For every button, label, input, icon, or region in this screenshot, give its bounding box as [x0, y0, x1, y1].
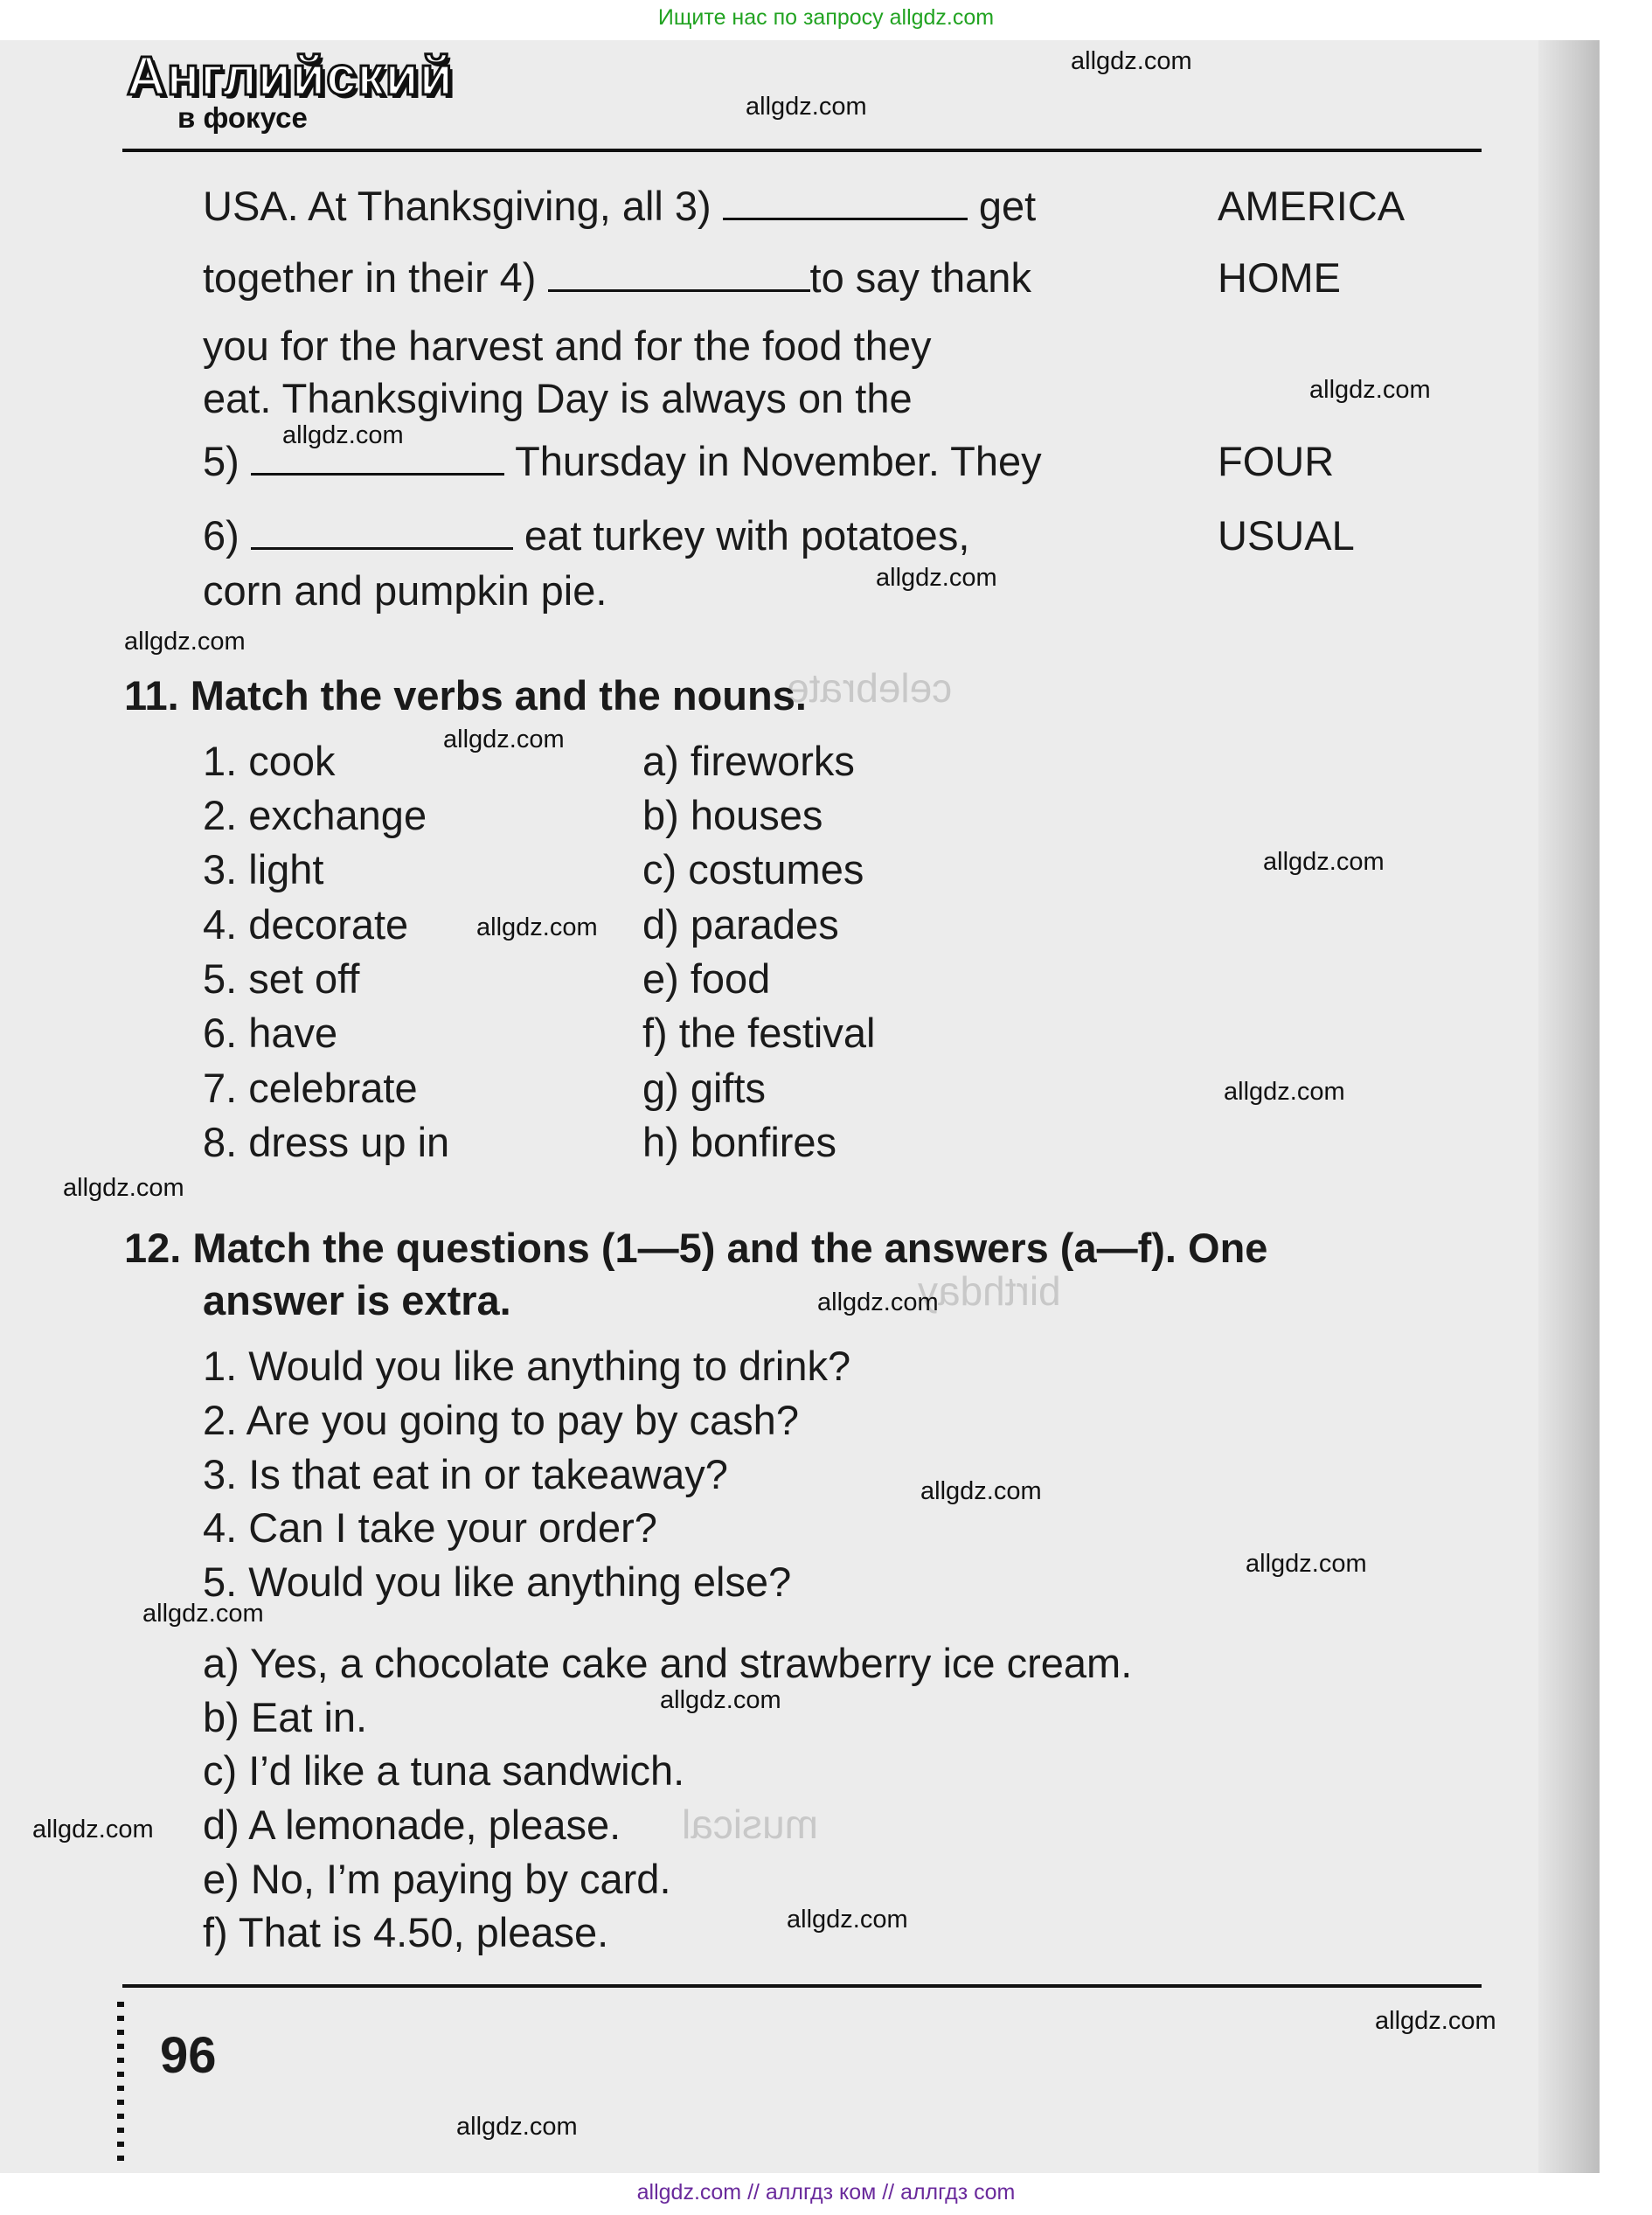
watermark: allgdz.com — [817, 1288, 939, 1316]
bottom-rule — [122, 1984, 1482, 1988]
watermark: allgdz.com — [282, 421, 404, 449]
question-item: 2. Are you going to pay by cash? — [203, 1397, 799, 1443]
watermark: allgdz.com — [456, 2113, 578, 2141]
text-line: USA. At Thanksgiving, all 3) get — [203, 183, 1037, 229]
answer-item: e) No, I’m paying by card. — [203, 1856, 671, 1902]
watermark: allgdz.com — [1246, 1550, 1367, 1578]
noun-item: e) food — [642, 955, 771, 1002]
watermark: allgdz.com — [1263, 848, 1385, 876]
book-logo — [127, 45, 454, 134]
noun-item: c) costumes — [642, 846, 864, 892]
logo-subtitle: в фокусе — [177, 101, 308, 134]
gap-blank[interactable] — [548, 254, 810, 292]
exercise-11-title: 11. Match the verbs and the nouns. — [124, 672, 807, 719]
noun-item: a) fireworks — [642, 738, 855, 784]
verb-item: 8. dress up in — [203, 1119, 450, 1165]
text-line: eat. Thanksgiving Day is always on the — [203, 375, 913, 421]
verb-item: 2. exchange — [203, 792, 427, 838]
watermark: allgdz.com — [63, 1174, 184, 1202]
show-through-text: musical — [682, 1802, 818, 1847]
watermark: allgdz.com — [443, 726, 565, 753]
watermark: allgdz.com — [142, 1600, 264, 1628]
verb-item: 7. celebrate — [203, 1065, 418, 1111]
top-rule — [122, 149, 1482, 152]
answer-item: d) A lemonade, please. — [203, 1802, 621, 1848]
noun-item: f) the festival — [642, 1010, 876, 1056]
text-line: you for the harvest and for the food they — [203, 323, 932, 369]
watermark: allgdz.com — [1309, 376, 1431, 404]
noun-item: b) houses — [642, 792, 823, 838]
question-item: 5. Would you like anything else? — [203, 1559, 792, 1605]
watermark: allgdz.com — [1071, 47, 1192, 75]
watermark: allgdz.com — [32, 1816, 154, 1844]
word-prompt: HOME — [1218, 254, 1341, 301]
watermark: allgdz.com — [476, 913, 598, 941]
verb-item: 3. light — [203, 846, 324, 892]
show-through-text: celebrate — [787, 665, 953, 711]
watermark: allgdz.com — [124, 628, 246, 656]
question-item: 4. Can I take your order? — [203, 1504, 657, 1551]
top-banner[interactable]: Ищите нас по запросу allgdz.com — [657, 5, 995, 30]
watermark: allgdz.com — [876, 564, 997, 592]
question-item: 1. Would you like anything to drink? — [203, 1343, 851, 1389]
answer-item: a) Yes, a chocolate cake and strawberry ice cream. — [203, 1640, 1133, 1686]
exercise-12-title-cont: answer is extra. — [203, 1277, 511, 1323]
word-prompt: AMERICA — [1218, 183, 1406, 229]
watermark: allgdz.com — [1224, 1078, 1345, 1106]
footer-links[interactable]: allgdz.com // аллгдз ком // аллгдз com — [636, 2180, 1016, 2205]
verb-item: 6. have — [203, 1010, 338, 1056]
noun-item: g) gifts — [642, 1065, 767, 1111]
text-line: together in their 4) to say thank — [203, 254, 1031, 301]
word-prompt: FOUR — [1218, 438, 1335, 484]
verb-item: 1. cook — [203, 738, 336, 784]
text-line: 5) Thursday in November. They — [203, 438, 1042, 484]
gap-blank[interactable] — [723, 183, 968, 220]
watermark: allgdz.com — [660, 1686, 781, 1714]
answer-item: f) That is 4.50, please. — [203, 1909, 609, 1955]
watermark: allgdz.com — [787, 1906, 908, 1934]
gap-blank[interactable] — [251, 512, 513, 550]
question-item: 3. Is that eat in or takeaway? — [203, 1451, 728, 1497]
text-line: corn and pumpkin pie. — [203, 567, 607, 614]
noun-item: d) parades — [642, 901, 839, 948]
verb-item: 4. decorate — [203, 901, 409, 948]
dotted-margin — [117, 2002, 124, 2168]
watermark: allgdz.com — [920, 1477, 1042, 1505]
verb-item: 5. set off — [203, 955, 360, 1002]
page-number: 96 — [160, 2027, 217, 2084]
noun-item: h) bonfires — [642, 1119, 837, 1165]
show-through-text: birthday — [918, 1268, 1061, 1314]
logo-title: Английский — [127, 46, 454, 107]
answer-item: c) I’d like a tuna sandwich. — [203, 1747, 685, 1794]
watermark: allgdz.com — [1375, 2007, 1496, 2035]
answer-item: b) Eat in. — [203, 1694, 368, 1740]
word-prompt: USUAL — [1218, 512, 1355, 559]
book-spine-shadow — [1538, 40, 1600, 2173]
text-line: 6) eat turkey with potatoes, — [203, 512, 970, 559]
exercise-12-title: 12. Match the questions (1—5) and the answers (a—f). One — [124, 1225, 1268, 1271]
watermark: allgdz.com — [746, 93, 867, 121]
